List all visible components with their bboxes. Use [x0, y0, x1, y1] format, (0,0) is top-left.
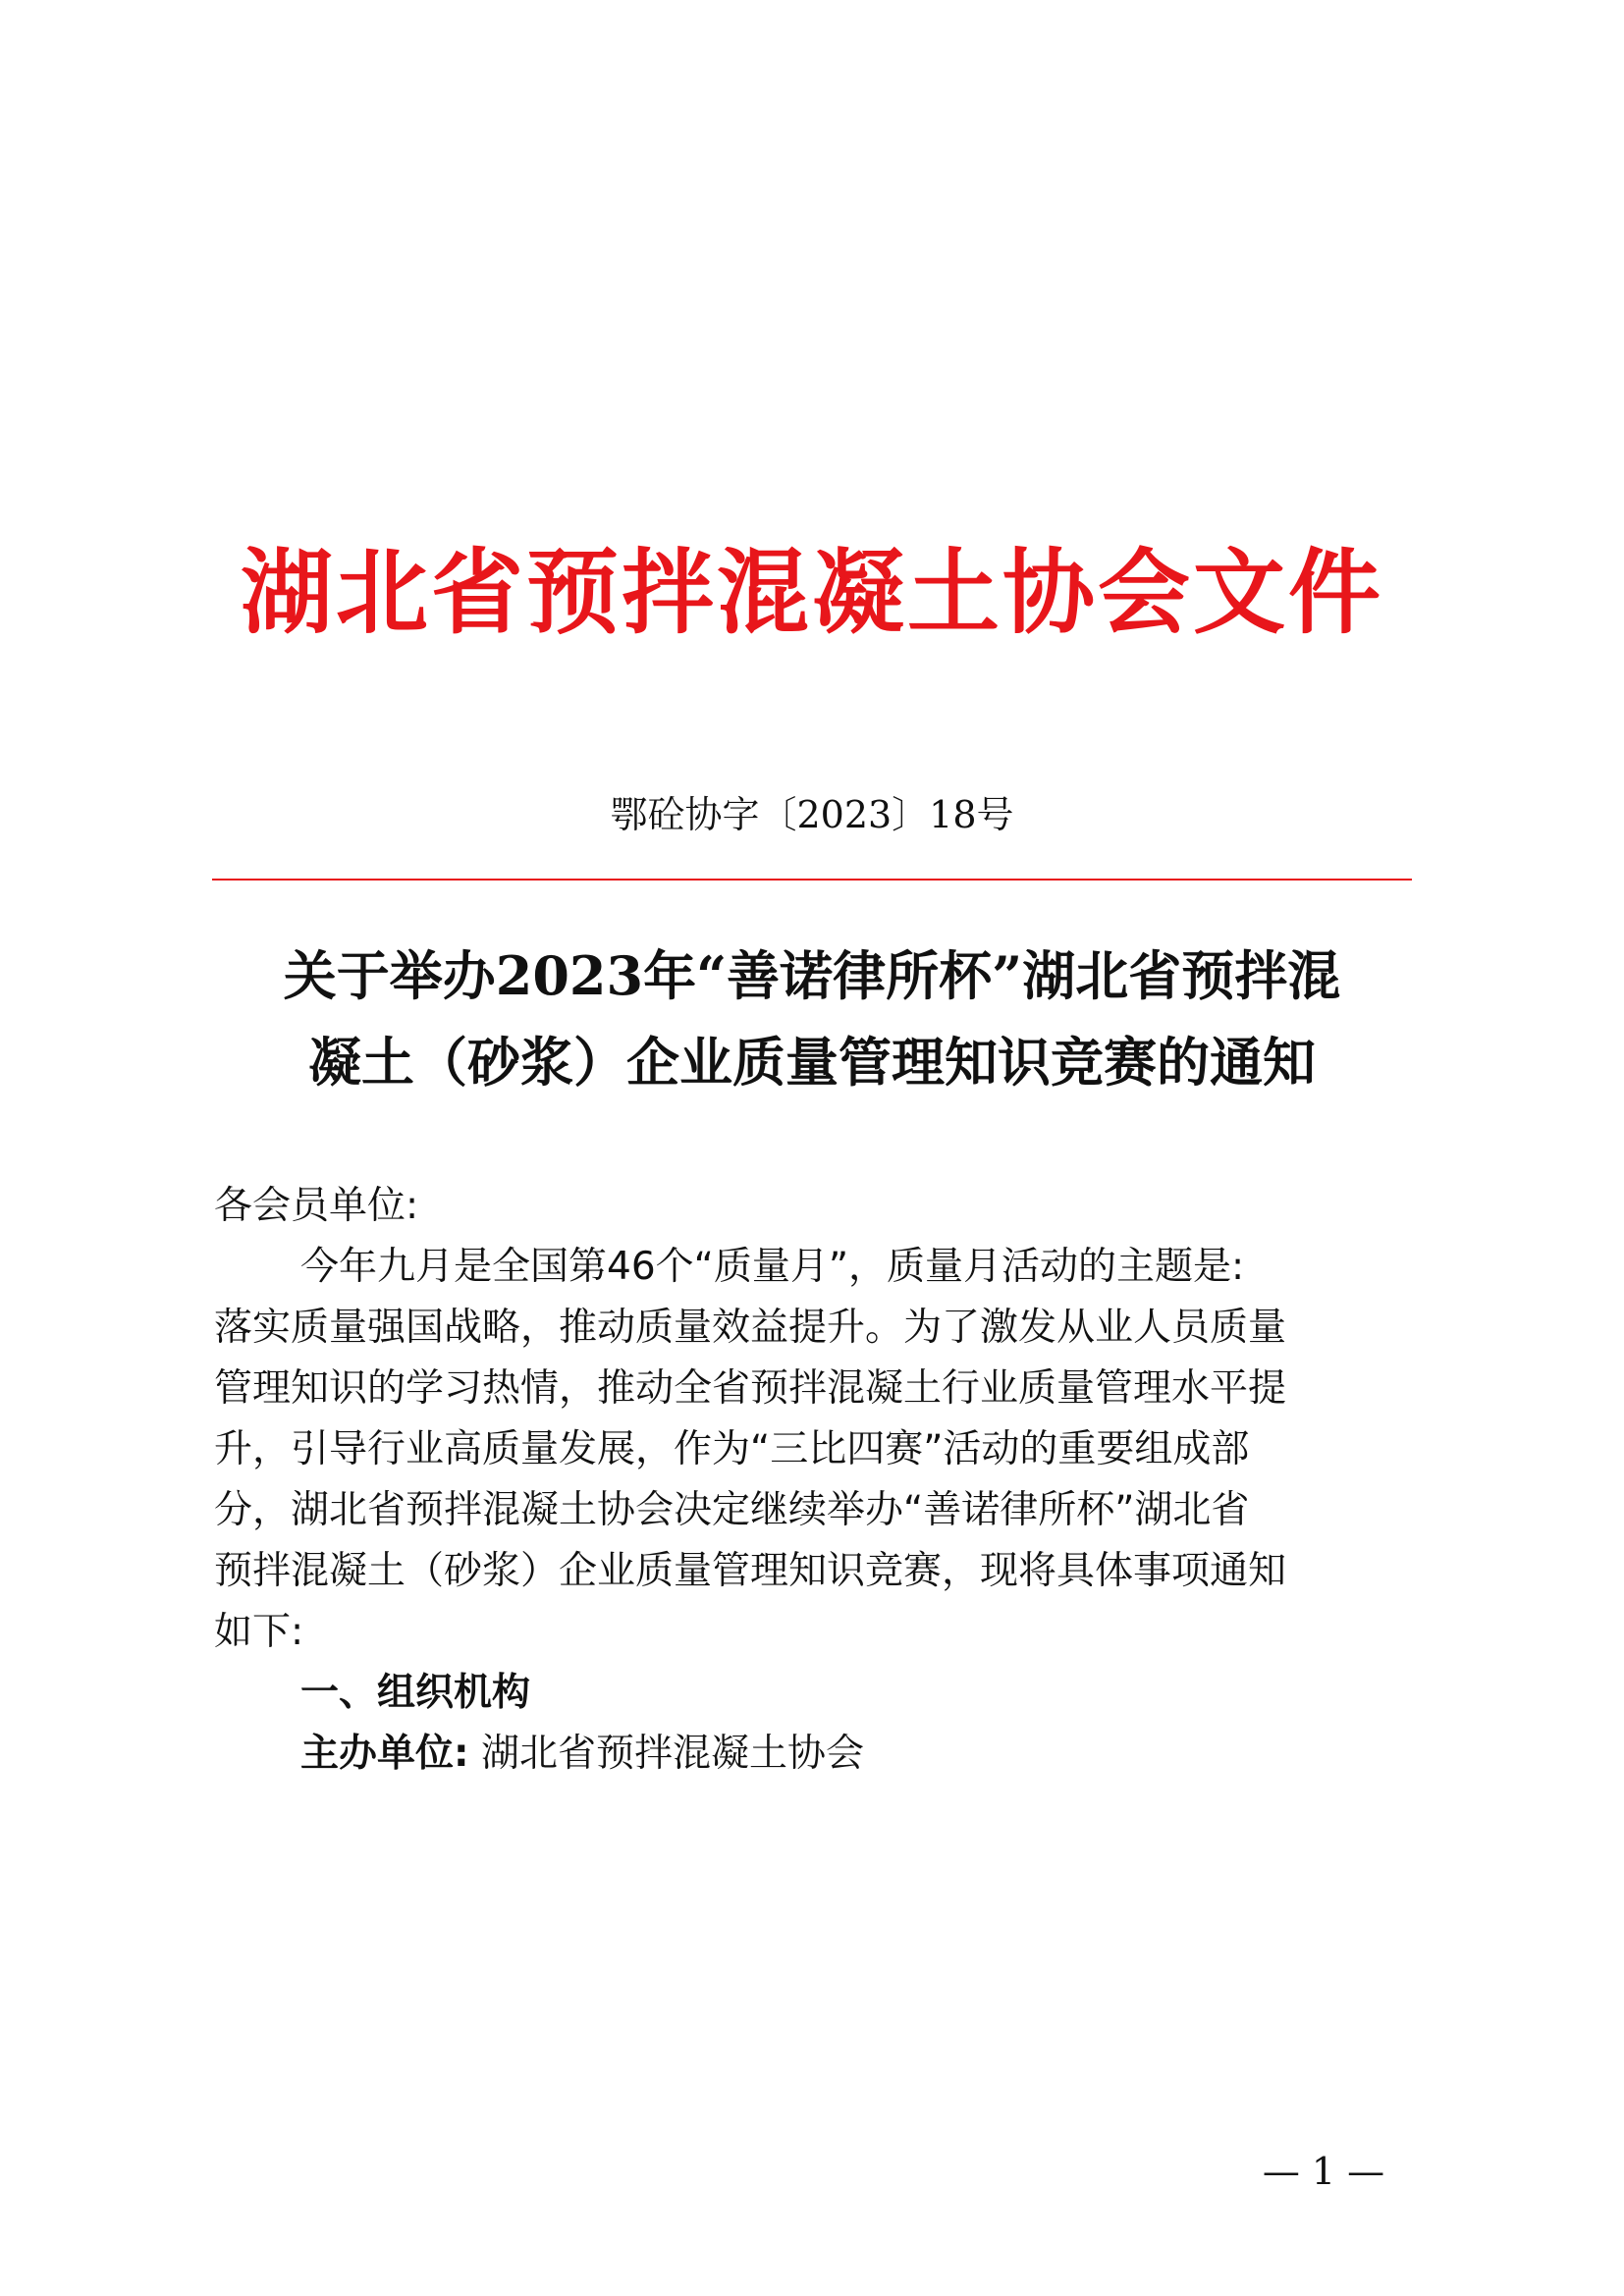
notice-body: [214, 1176, 1422, 1785]
page-number: — 1 —: [1262, 2150, 1385, 2193]
organizer-label: 主办单位:: [300, 1732, 469, 1776]
paragraph-line: 落实质量强国战略，推动质量效益提升。为了激发从业人员质量: [214, 1306, 1287, 1350]
paragraph-line: 管理知识的学习热情，推动全省预拌混凝土行业质量管理水平提: [214, 1366, 1287, 1411]
salutation: 各会员单位:: [214, 1184, 419, 1228]
paragraph-line: 预拌混凝土（砂浆）企业质量管理知识竞赛，现将具体事项通知: [214, 1549, 1287, 1593]
notice-title: [187, 933, 1437, 1105]
organizer-line: [214, 1724, 1422, 1785]
paragraph-line: 升，引导行业高质量发展，作为“三比四赛”活动的重要组成部: [214, 1427, 1250, 1471]
paragraph-line: 分，湖北省预拌混凝土协会决定继续举办“善诺律所杯”湖北省: [214, 1488, 1250, 1532]
organizer-value: 湖北省预拌混凝土协会: [481, 1732, 865, 1776]
red-divider-line: [212, 879, 1412, 881]
notice-title-line: 凝土（砂浆）企业质量管理知识竞赛的通知: [308, 1031, 1316, 1094]
masthead-title: 湖北省预拌混凝土协会文件: [240, 539, 1383, 647]
section-heading: 一、组织机构: [300, 1671, 531, 1715]
document-number: 鄂砼协字〔2023〕18号: [610, 793, 1014, 836]
notice-title-line: 关于举办2023年“善诺律所杯”湖北省预拌混: [283, 944, 1341, 1007]
paragraph-line: 如下:: [214, 1610, 304, 1654]
paragraph-line: 今年九月是全国第46个“质量月”，质量月活动的主题是:: [300, 1245, 1245, 1289]
